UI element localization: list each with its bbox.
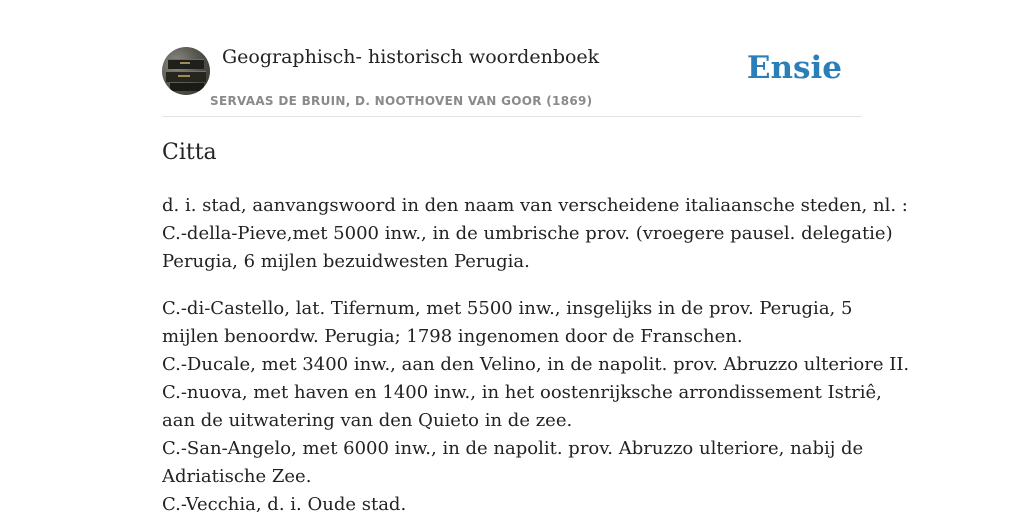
book-spine-decoration: [178, 75, 190, 77]
entry-line: d. i. stad, aanvangswoord in den naam van verscheidene italiaansche steden, nl. :: [162, 195, 908, 216]
book-title-link[interactable]: Geographisch- historisch woordenboek: [222, 46, 600, 68]
entry-body: [162, 192, 910, 512]
entry-line: Perugia, 6 mijlen bezuidwesten Perugia.: [162, 251, 530, 272]
entry-title: Citta: [162, 140, 217, 165]
entry-line: C.-nuova, met haven en 1400 inw., in het oostenrijksche arrondissement Istriê,: [162, 382, 882, 403]
book-spine-decoration: [168, 59, 204, 69]
book-spine-decoration: [180, 62, 190, 64]
entry-line: C.-San-Angelo, met 6000 inw., in de napolit. prov. Abruzzo ulteriore, nabij de: [162, 438, 864, 459]
entry-line: C.-della-Pieve,met 5000 inw., in de umbrische prov. (vroegere pausel. delegatie): [162, 223, 893, 244]
entry-line: C.-di-Castello, lat. Tifernum, met 5500 inw., insgelijks in de prov. Perugia, 5: [162, 298, 853, 319]
book-spine-decoration: [170, 83, 204, 91]
book-cover-avatar[interactable]: [162, 47, 210, 95]
entry-line: C.-Vecchia, d. i. Oude stad.: [162, 494, 407, 512]
book-author: SERVAAS DE BRUIN, D. NOOTHOVEN VAN GOOR (1869): [210, 94, 593, 108]
entry-paragraph: [162, 295, 910, 512]
entry-line: mijlen benoordw. Perugia; 1798 ingenomen door de Franschen.: [162, 326, 743, 347]
header: [162, 44, 862, 117]
entry-line: Adriatische Zee.: [162, 466, 312, 487]
entry-paragraph: [162, 192, 908, 276]
entry-line: aan de uitwatering van den Quieto in de zee.: [162, 410, 573, 431]
ensie-logo[interactable]: Ensie: [746, 50, 842, 86]
entry-line: C.-Ducale, met 3400 inw., aan den Velino, in de napolit. prov. Abruzzo ulteriore II.: [162, 354, 910, 375]
